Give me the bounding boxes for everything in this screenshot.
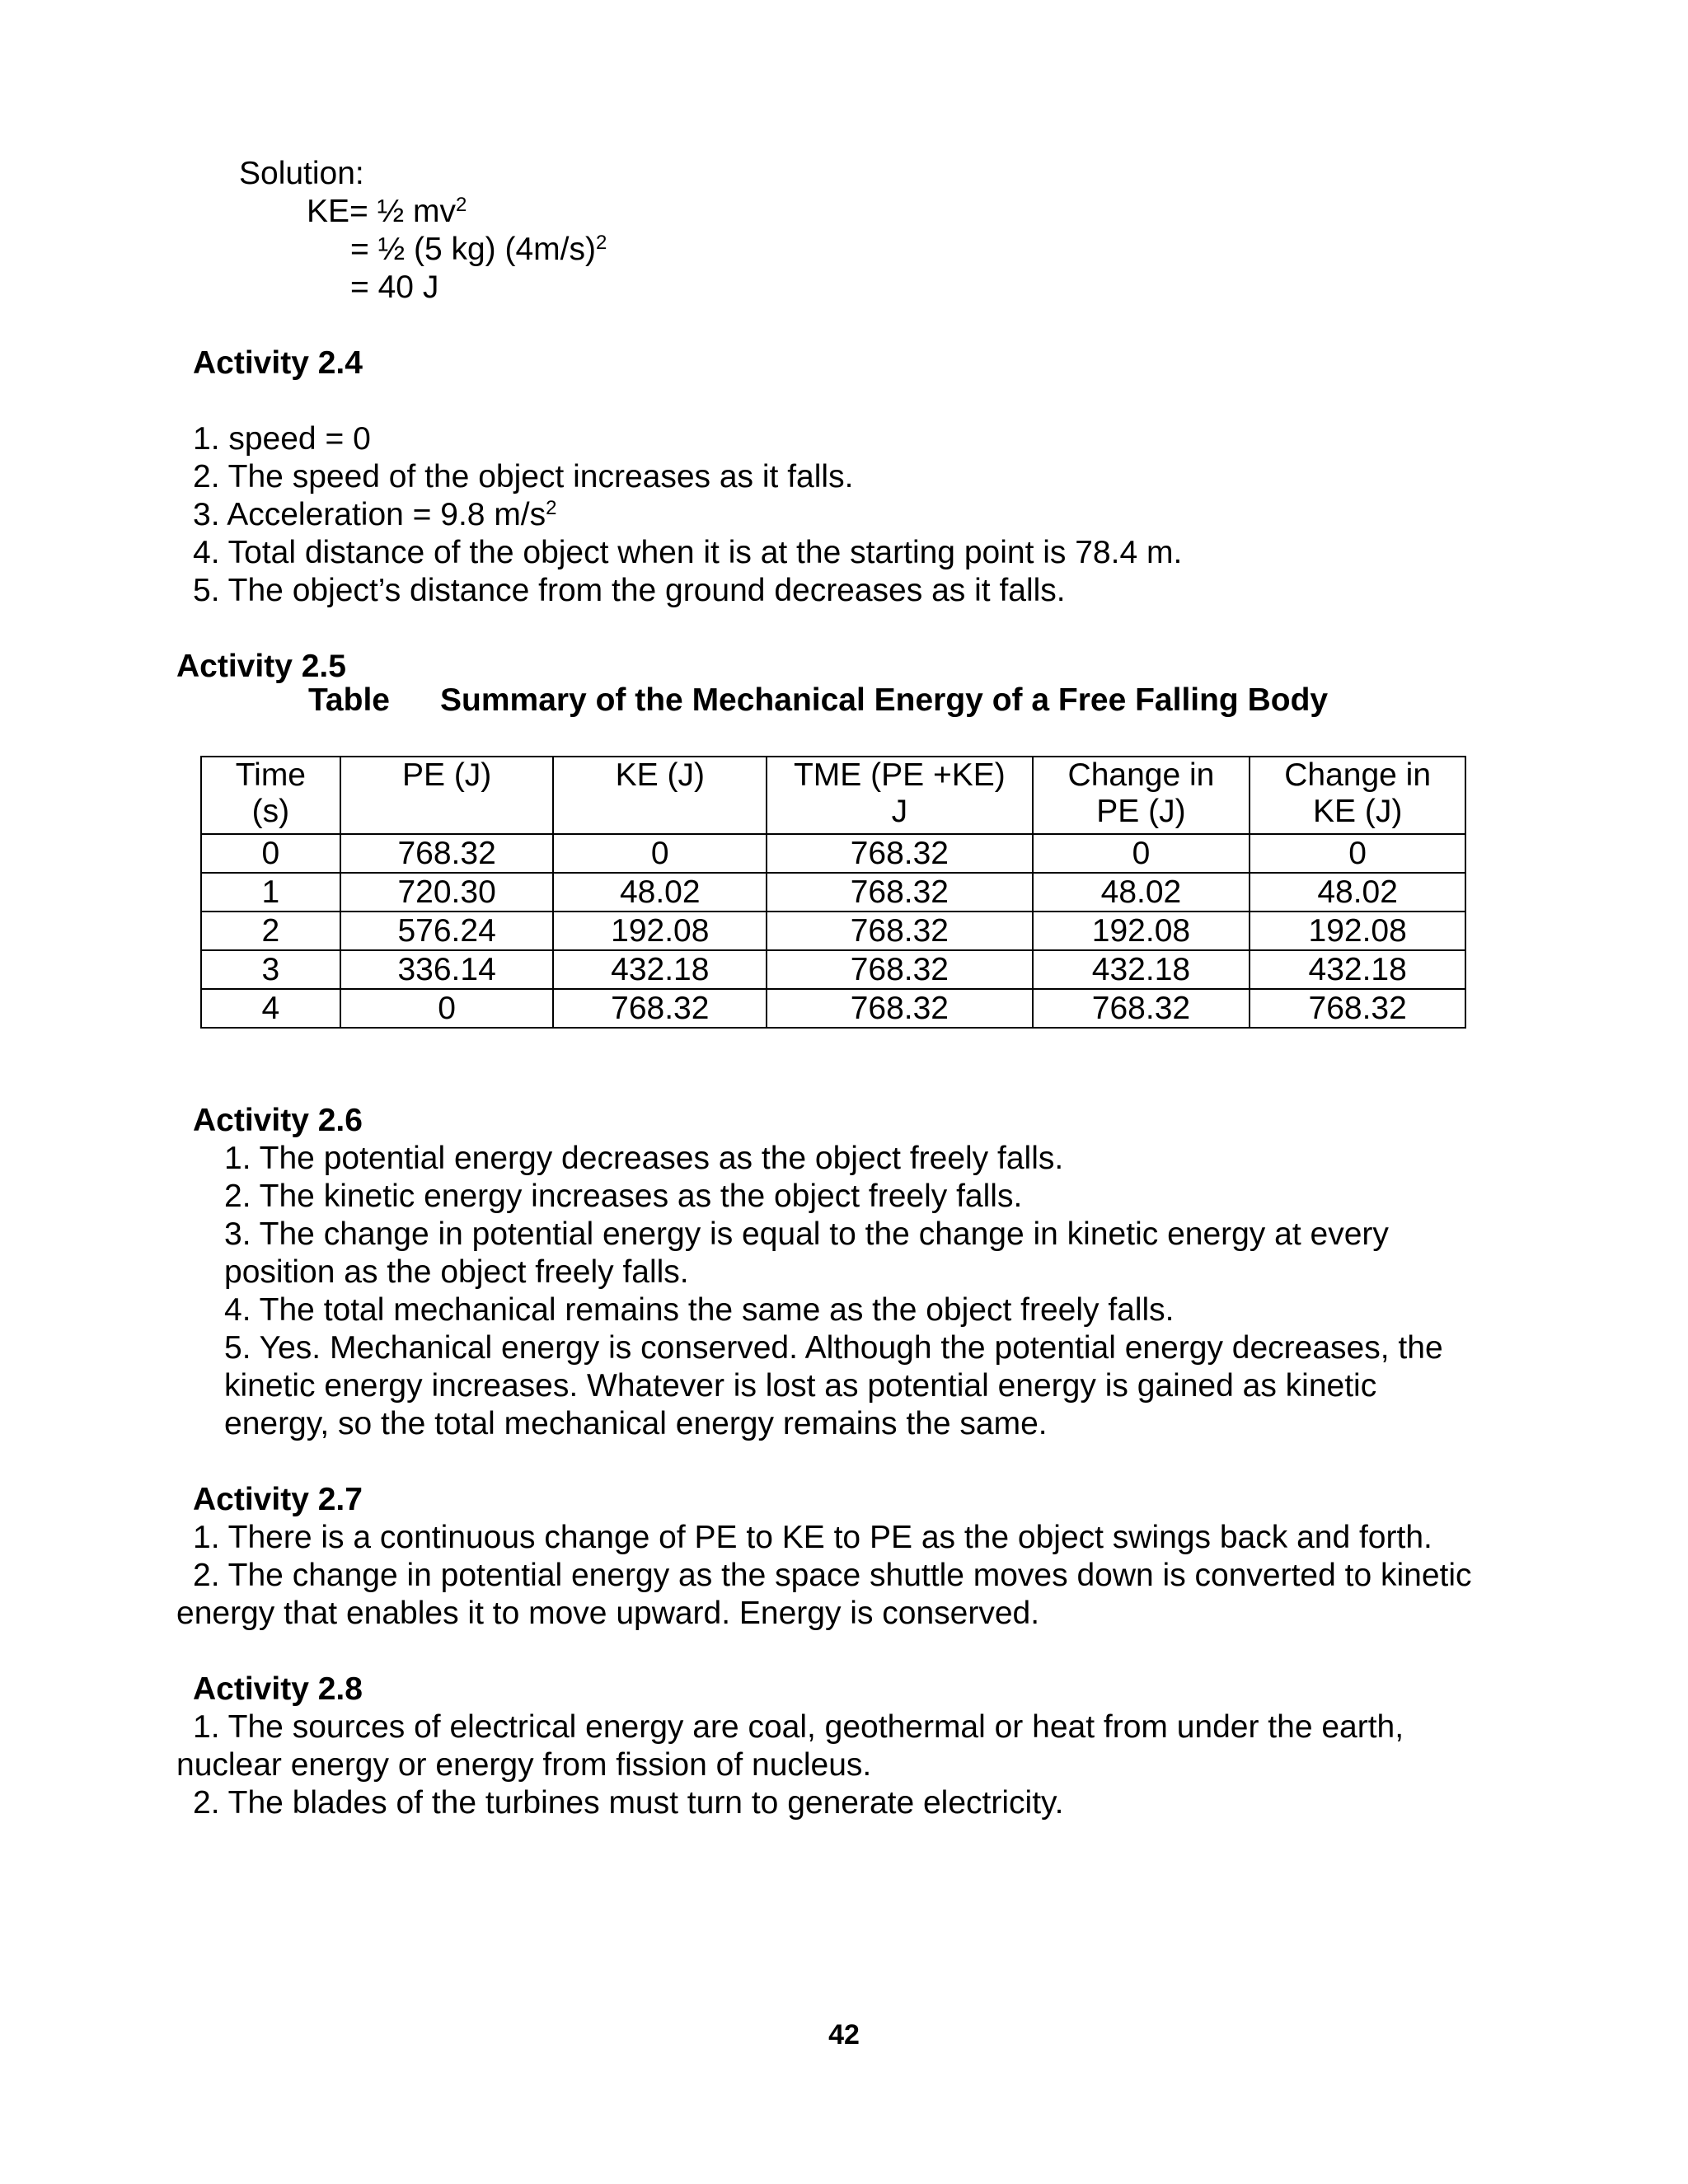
activity-2-4-item: 4. Total distance of the object when it is at the starting point is 78.4 m. (193, 535, 1183, 570)
activity-2-8-line: nuclear energy or energy from fission of nucleus. (176, 1747, 872, 1783)
table-cell: 192.08 (1033, 912, 1250, 950)
activity-2-6-line: energy, so the total mechanical energy remains the same. (224, 1406, 1048, 1441)
table-cell: 192.08 (1250, 912, 1465, 950)
table-cell: 0 (1250, 834, 1465, 873)
table-row (201, 834, 1465, 873)
caption-label: Table (308, 682, 390, 718)
activity-2-8-heading: Activity 2.8 (193, 1671, 363, 1707)
activity-2-5-heading: Activity 2.5 (176, 649, 346, 684)
table-cell: 432.18 (1250, 950, 1465, 989)
table-cell: 3 (201, 950, 340, 989)
activity-2-4-item: 3. Acceleration = 9.8 $m/s^2$ (193, 497, 557, 532)
table-cell: 0 (1033, 834, 1250, 873)
activity-2-6-line: 4. The total mechanical remains the same as the object freely falls. (224, 1292, 1175, 1328)
table-cell: 2 (201, 912, 340, 950)
activity-2-6-line: 2. The kinetic energy increases as the object freely falls. (224, 1179, 1023, 1214)
table-cell: 768.32 (767, 989, 1033, 1028)
ke-formula: KE= ½ $mv^2$ (307, 194, 467, 229)
exponent: 2 (595, 232, 607, 254)
table-cell: 48.02 (553, 873, 767, 912)
table-row (201, 950, 1465, 989)
table-cell: 48.02 (1033, 873, 1250, 912)
table-cell: 576.24 (340, 912, 554, 950)
table-cell: 4 (201, 989, 340, 1028)
table-cell: 1 (201, 873, 340, 912)
activity-2-4-heading: Activity 2.4 (193, 345, 363, 381)
activity-2-7-line: 1. There is a continuous change of PE to KE to PE as the object swings back and forth. (193, 1520, 1432, 1555)
table-caption (308, 682, 1328, 719)
caption-title: Summary of the Mechanical Energy of a Free Falling Body (440, 682, 1329, 718)
table-cell: 768.32 (767, 834, 1033, 873)
exponent: 2 (455, 194, 467, 216)
table-cell: 432.18 (553, 950, 767, 989)
mechanical-energy-table (200, 756, 1466, 1029)
solution-label: Solution: (239, 156, 364, 191)
activity-2-4-item: 5. The object’s distance from the ground decreases as it falls. (193, 573, 1066, 608)
column-header: Change in PE (J) (1033, 757, 1250, 834)
table-cell: 768.32 (553, 989, 767, 1028)
table-cell: 768.32 (767, 873, 1033, 912)
solution-step-2: = 40 J (350, 269, 439, 305)
activity-2-6-line: 5. Yes. Mechanical energy is conserved. Although the potential energy decreases, the (224, 1330, 1443, 1366)
column-header: TME (PE +KE) J (767, 757, 1033, 834)
activity-2-4-item: 1. speed = 0 (193, 421, 371, 457)
table-cell: 432.18 (1033, 950, 1250, 989)
solution-step-1: = ½ (5 kg) $(4m/s)^2$ (350, 232, 607, 267)
table-cell: 48.02 (1250, 873, 1465, 912)
table-row (201, 873, 1465, 912)
activity-2-8-line: 1. The sources of electrical energy are coal, geothermal or heat from under the earth, (193, 1709, 1404, 1745)
table-row (201, 912, 1465, 950)
table-cell: 0 (201, 834, 340, 873)
table-cell: 768.32 (767, 912, 1033, 950)
activity-2-6-line: position as the object freely falls. (224, 1254, 689, 1290)
table-cell: 336.14 (340, 950, 554, 989)
table-row (201, 989, 1465, 1028)
activity-2-4-item: 2. The speed of the object increases as it falls. (193, 459, 854, 494)
exponent: 2 (546, 497, 557, 519)
activity-2-6-line: 1. The potential energy decreases as the object freely falls. (224, 1141, 1064, 1176)
activity-2-8-line: 2. The blades of the turbines must turn to generate electricity. (193, 1785, 1064, 1821)
table-cell: 768.32 (1033, 989, 1250, 1028)
activity-2-6-heading: Activity 2.6 (193, 1103, 363, 1138)
table-cell: 720.30 (340, 873, 554, 912)
activity-2-7-line: 2. The change in potential energy as the space shuttle moves down is converted to kinetic (193, 1558, 1472, 1593)
activity-2-7-line: energy that enables it to move upward. Energy is conserved. (176, 1596, 1040, 1631)
table-header-row (201, 757, 1465, 834)
table-cell: 768.32 (1250, 989, 1465, 1028)
table-cell: 768.32 (767, 950, 1033, 989)
activity-2-7-heading: Activity 2.7 (193, 1482, 363, 1517)
column-header: PE (J) (340, 757, 554, 834)
table-cell: 192.08 (553, 912, 767, 950)
activity-2-6-line: kinetic energy increases. Whatever is lost as potential energy is gained as kinetic (224, 1368, 1377, 1404)
column-header: Change in KE (J) (1250, 757, 1465, 834)
table-cell: 768.32 (340, 834, 554, 873)
activity-2-6-line: 3. The change in potential energy is equal to the change in kinetic energy at every (224, 1216, 1389, 1252)
page-number: 42 (828, 2019, 860, 2050)
table-cell: 0 (340, 989, 554, 1028)
column-header: Time (s) (201, 757, 340, 834)
table-cell: 0 (553, 834, 767, 873)
column-header: KE (J) (553, 757, 767, 834)
